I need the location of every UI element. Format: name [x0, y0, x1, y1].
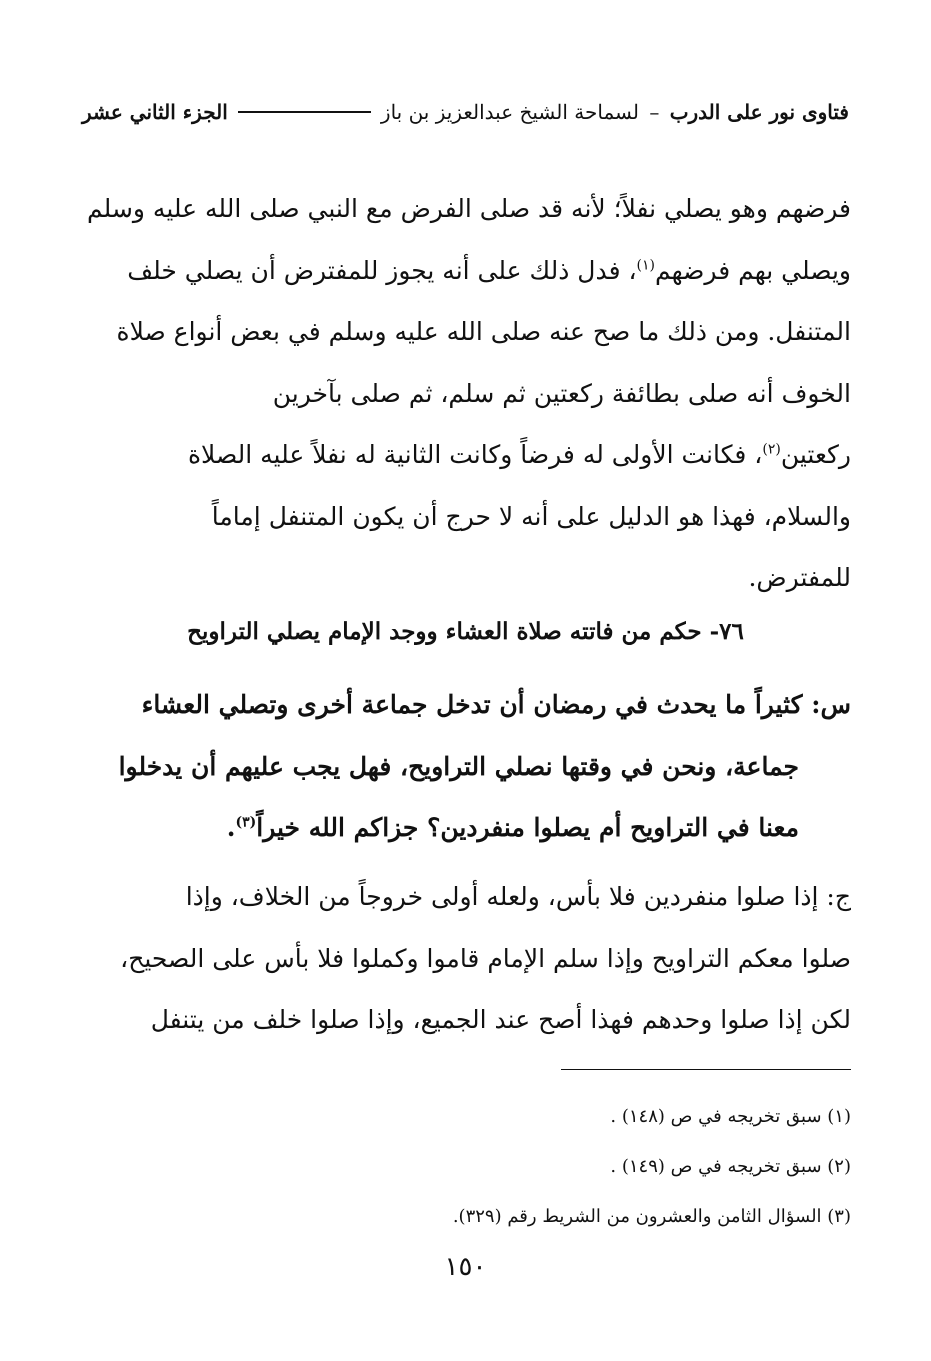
answer-line: ج: إذا صلوا منفردين فلا بأس، ولعله أولى خروجاً من الخلاف، وإذا: [185, 882, 851, 911]
text-line: المتنفل. ومن ذلك ما صح عنه صلى الله عليه وسلم في بعض أنواع صلاة: [116, 317, 851, 346]
footnote-item: (١) سبق تخريجه في ص (١٤٨) .: [610, 1106, 851, 1127]
volume-label: الجزء الثاني عشر: [82, 100, 228, 124]
text-line: الخوف أنه صلى بطائفة ركعتين ثم سلم، ثم صلى بآخرين: [272, 378, 851, 408]
footnote-separator: [561, 1069, 851, 1070]
text-line: فرضهم وهو يصلي نفلاً؛ لأنه قد صلى الفرض مع النبي صلى الله عليه وسلم: [87, 194, 851, 223]
footnote-item: (٢) سبق تخريجه في ص (١٤٩) .: [610, 1156, 851, 1177]
footnote-item: (٣) السؤال الثامن والعشرون من الشريط رقم (٣٢٩).: [452, 1206, 851, 1227]
footnote-ref-3[interactable]: (٣): [235, 814, 257, 831]
page-number: ١٥٠: [444, 1252, 487, 1282]
series-title: فتاوى نور على الدرب: [669, 100, 849, 124]
header-separator: –: [649, 100, 660, 124]
header-dash-rule: [238, 111, 371, 113]
text-segment: ويصلي بهم فرضهم: [655, 255, 851, 285]
text-segment: .: [226, 813, 236, 842]
text-line: والسلام، فهذا هو الدليل على أنه لا حرج أن يكون المتنفل إماماً: [211, 501, 851, 531]
text-segment: ، فكانت الأولى له فرضاً وكانت الثانية له نفلاً عليه الصلاة: [187, 440, 763, 469]
text-line: [80, 424, 851, 486]
footnote-ref-2[interactable]: (٢): [762, 441, 781, 458]
paragraph-continuation: [80, 178, 851, 609]
text-segment: معنا في التراويح أم يصلوا منفردين؟ جزاكم الله خيراً: [256, 813, 799, 842]
footnote-ref-1[interactable]: (١): [636, 257, 656, 274]
text-segment: ، فدل ذلك على أنه يجوز للمفترض أن يصلي خلف: [127, 255, 637, 285]
text-line: [80, 240, 851, 302]
question-line: س: كثيراً ما يحدث في رمضان أن تدخل جماعة أخرى وتصلي العشاء: [141, 690, 851, 719]
question-line: جماعة، ونحن في وقتها نصلي التراويح، فهل يجب عليهم أن يدخلوا: [118, 751, 799, 781]
answer-block: [80, 866, 851, 1051]
text-line: للمفترض.: [748, 563, 851, 592]
header-title-group: [381, 100, 849, 124]
question-line: [80, 797, 851, 859]
answer-line: صلوا معكم التراويح وإذا سلم الإمام قاموا وكملوا فلا بأس على الصحيح،: [120, 943, 851, 973]
section-heading: [80, 612, 851, 652]
answer-line: لكن إذا صلوا وحدهم فهذا أصح عند الجميع، وإذا صلوا خلف من يتنفل: [150, 1005, 851, 1034]
author-credit: لسماحة الشيخ عبدالعزيز بن باز: [380, 100, 639, 124]
footnotes: [80, 1092, 851, 1242]
section-title: حكم من فاتته صلاة العشاء ووجد الإمام يصلي التراويح: [187, 618, 702, 645]
running-header: [82, 92, 849, 132]
section-number: ٧٦-: [709, 618, 744, 645]
question-block: [80, 674, 851, 859]
text-segment: ركعتين: [780, 440, 851, 469]
